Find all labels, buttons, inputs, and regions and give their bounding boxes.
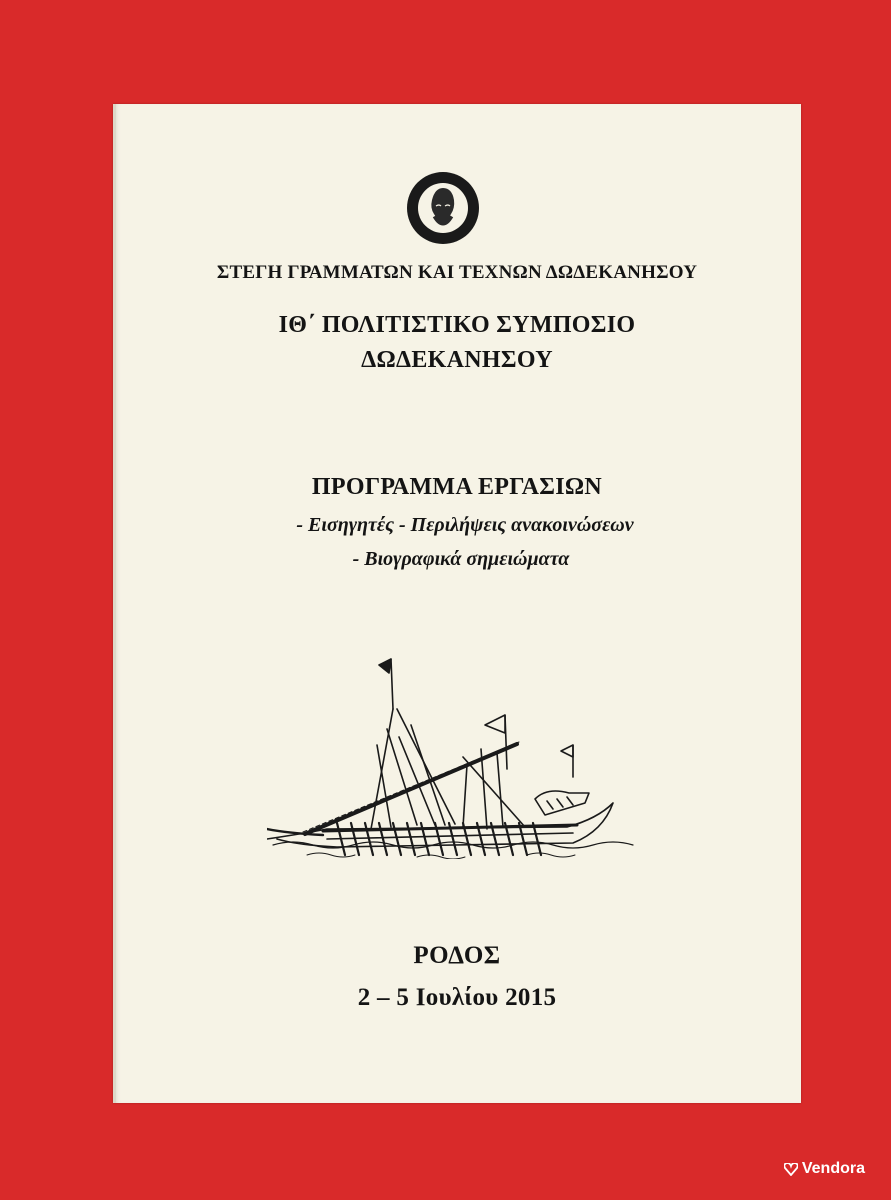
- subtitle-line1: - Εισηγητές - Περιλήψεις ανακοινώσεων: [296, 514, 634, 536]
- symposium-title-line1: ΙΘ΄ ΠΟΛΙΤΙΣΤΙΚΟ ΣΥΜΠΟΣΙΟ: [278, 312, 636, 338]
- vendora-watermark: [784, 1160, 865, 1178]
- city-name: ΡΟΔΟΣ: [413, 942, 501, 969]
- vendora-heart-icon: [784, 1163, 798, 1176]
- galley-ship-illustration: [267, 649, 637, 859]
- society-emblem-logo: [405, 170, 481, 246]
- subtitle-line2: - Βιογραφικά σημειώματα: [352, 548, 570, 570]
- vendora-brand-text: Vendora: [801, 1160, 865, 1177]
- cover-page: [113, 104, 801, 1103]
- program-title: ΠΡΟΓΡΑΜΜΑ ΕΡΓΑΣΙΩΝ: [311, 474, 603, 500]
- event-dates: 2 – 5 Ιουλίου 2015: [357, 984, 557, 1011]
- organization-name: ΣΤΕΓΗ ΓΡΑΜΜΑΤΩΝ ΚΑΙ ΤΕΧΝΩΝ ΔΩΔΕΚΑΝΗΣΟΥ: [216, 262, 698, 283]
- symposium-title-line2: ΔΩΔΕΚΑΝΗΣΟΥ: [361, 347, 553, 373]
